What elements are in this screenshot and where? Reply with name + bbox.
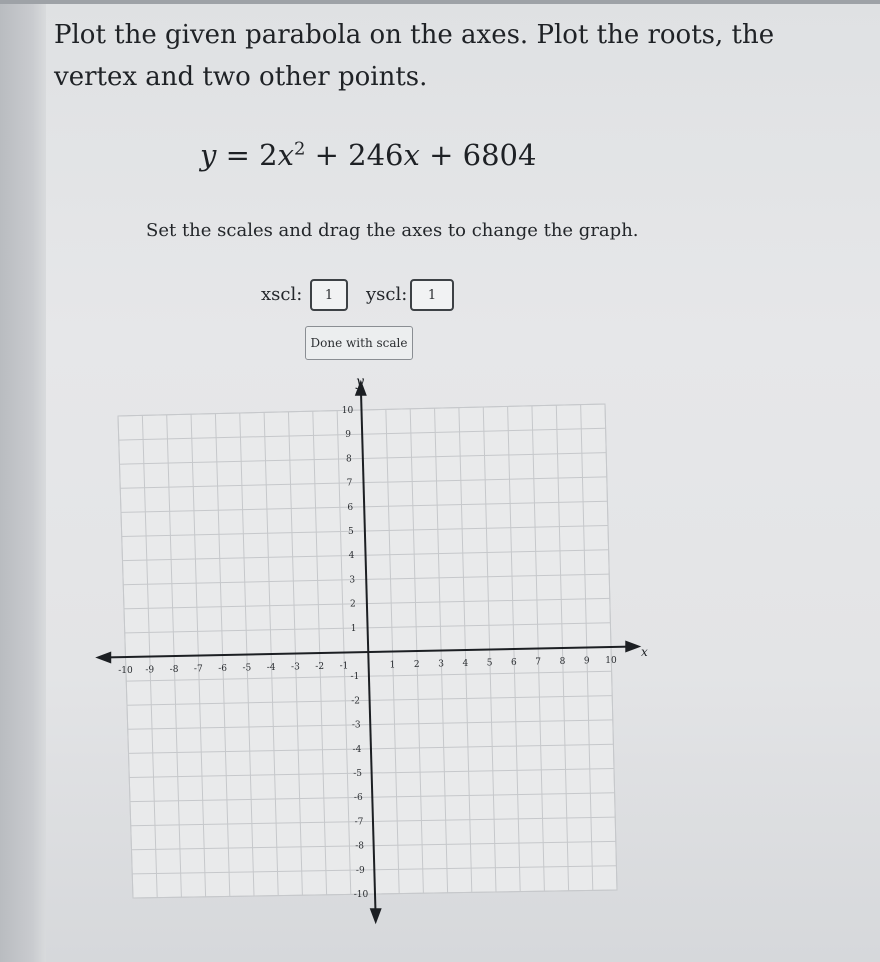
- x-tick-label: -2: [315, 662, 325, 672]
- y-tick-label: -5: [353, 769, 363, 779]
- y-tick-label: 6: [347, 502, 354, 513]
- equation-plus-1: +: [314, 138, 339, 172]
- y-tick-label: -2: [351, 696, 360, 707]
- problem-instruction: Plot the given parabola on the axes. Plot the roots, the vertex and two other points.: [54, 20, 775, 92]
- x-tick-label: -3: [291, 662, 300, 673]
- equation-var-sq: x: [277, 138, 294, 172]
- y-tick-label: 1: [350, 623, 357, 634]
- y-tick-label: -1: [350, 672, 360, 683]
- y-tick-label: 9: [345, 430, 352, 441]
- y-tick-label: 2: [350, 599, 356, 610]
- y-tick-label: -7: [354, 817, 364, 828]
- equation-lhs: y: [200, 138, 217, 172]
- equation-plus-2: +: [429, 138, 454, 172]
- x-axis-left-arrow: [95, 652, 111, 664]
- x-tick-label: -5: [242, 663, 252, 674]
- x-tick-label: 5: [486, 658, 493, 669]
- y-tick-label: -3: [351, 720, 361, 731]
- x-tick-label: -9: [145, 665, 155, 676]
- x-tick-label: 2: [413, 660, 420, 670]
- x-tick-label: -8: [169, 665, 179, 675]
- done-with-scale-button[interactable]: Done with scale: [305, 326, 413, 360]
- xscl-label: xscl:: [261, 284, 303, 305]
- y-tick-label: 8: [345, 454, 352, 465]
- x-axis-right-arrow: [625, 641, 641, 653]
- x-tick-label: 8: [559, 657, 566, 667]
- x-tick-label: -6: [218, 664, 227, 674]
- y-tick-label: 5: [348, 527, 354, 537]
- y-tick-label: 4: [348, 551, 355, 562]
- y-tick-label: 7: [346, 478, 353, 489]
- equation-var-b: x: [403, 138, 420, 172]
- y-tick-label: 3: [349, 575, 356, 586]
- x-tick-label: 7: [535, 657, 542, 668]
- x-tick-label: -7: [193, 664, 203, 675]
- x-tick-label: 1: [389, 660, 396, 671]
- equation-term-b: 246: [348, 138, 404, 172]
- y-tick-label: -9: [355, 865, 365, 876]
- yscl-label: yscl:: [366, 284, 408, 305]
- x-tick-label: -1: [339, 661, 349, 672]
- x-tick-label: 3: [438, 659, 444, 670]
- y-axis-bottom-arrow: [370, 908, 382, 924]
- x-tick-label: 10: [605, 656, 617, 666]
- x-axis-label: x: [641, 645, 648, 659]
- x-tick-label: 6: [511, 658, 517, 668]
- x-tick-label: -4: [266, 663, 276, 673]
- y-tick-label: -8: [355, 841, 365, 852]
- y-tick-label: -4: [352, 744, 362, 755]
- y-tick-label: -6: [353, 793, 363, 804]
- equation-coef-a: 2: [259, 138, 278, 172]
- x-tick-label: 4: [462, 659, 469, 669]
- equation-exponent: 2: [293, 138, 306, 160]
- x-tick-label: -10: [118, 666, 133, 676]
- y-tick-label: -10: [353, 890, 369, 900]
- y-axis-label: y: [356, 374, 364, 390]
- scale-instruction: Set the scales and drag the axes to change the graph.: [146, 220, 639, 241]
- equation-equals: =: [225, 138, 250, 172]
- y-tick-label: 10: [341, 406, 354, 416]
- x-tick-label: 9: [583, 656, 590, 667]
- equation-constant: 6804: [462, 138, 537, 172]
